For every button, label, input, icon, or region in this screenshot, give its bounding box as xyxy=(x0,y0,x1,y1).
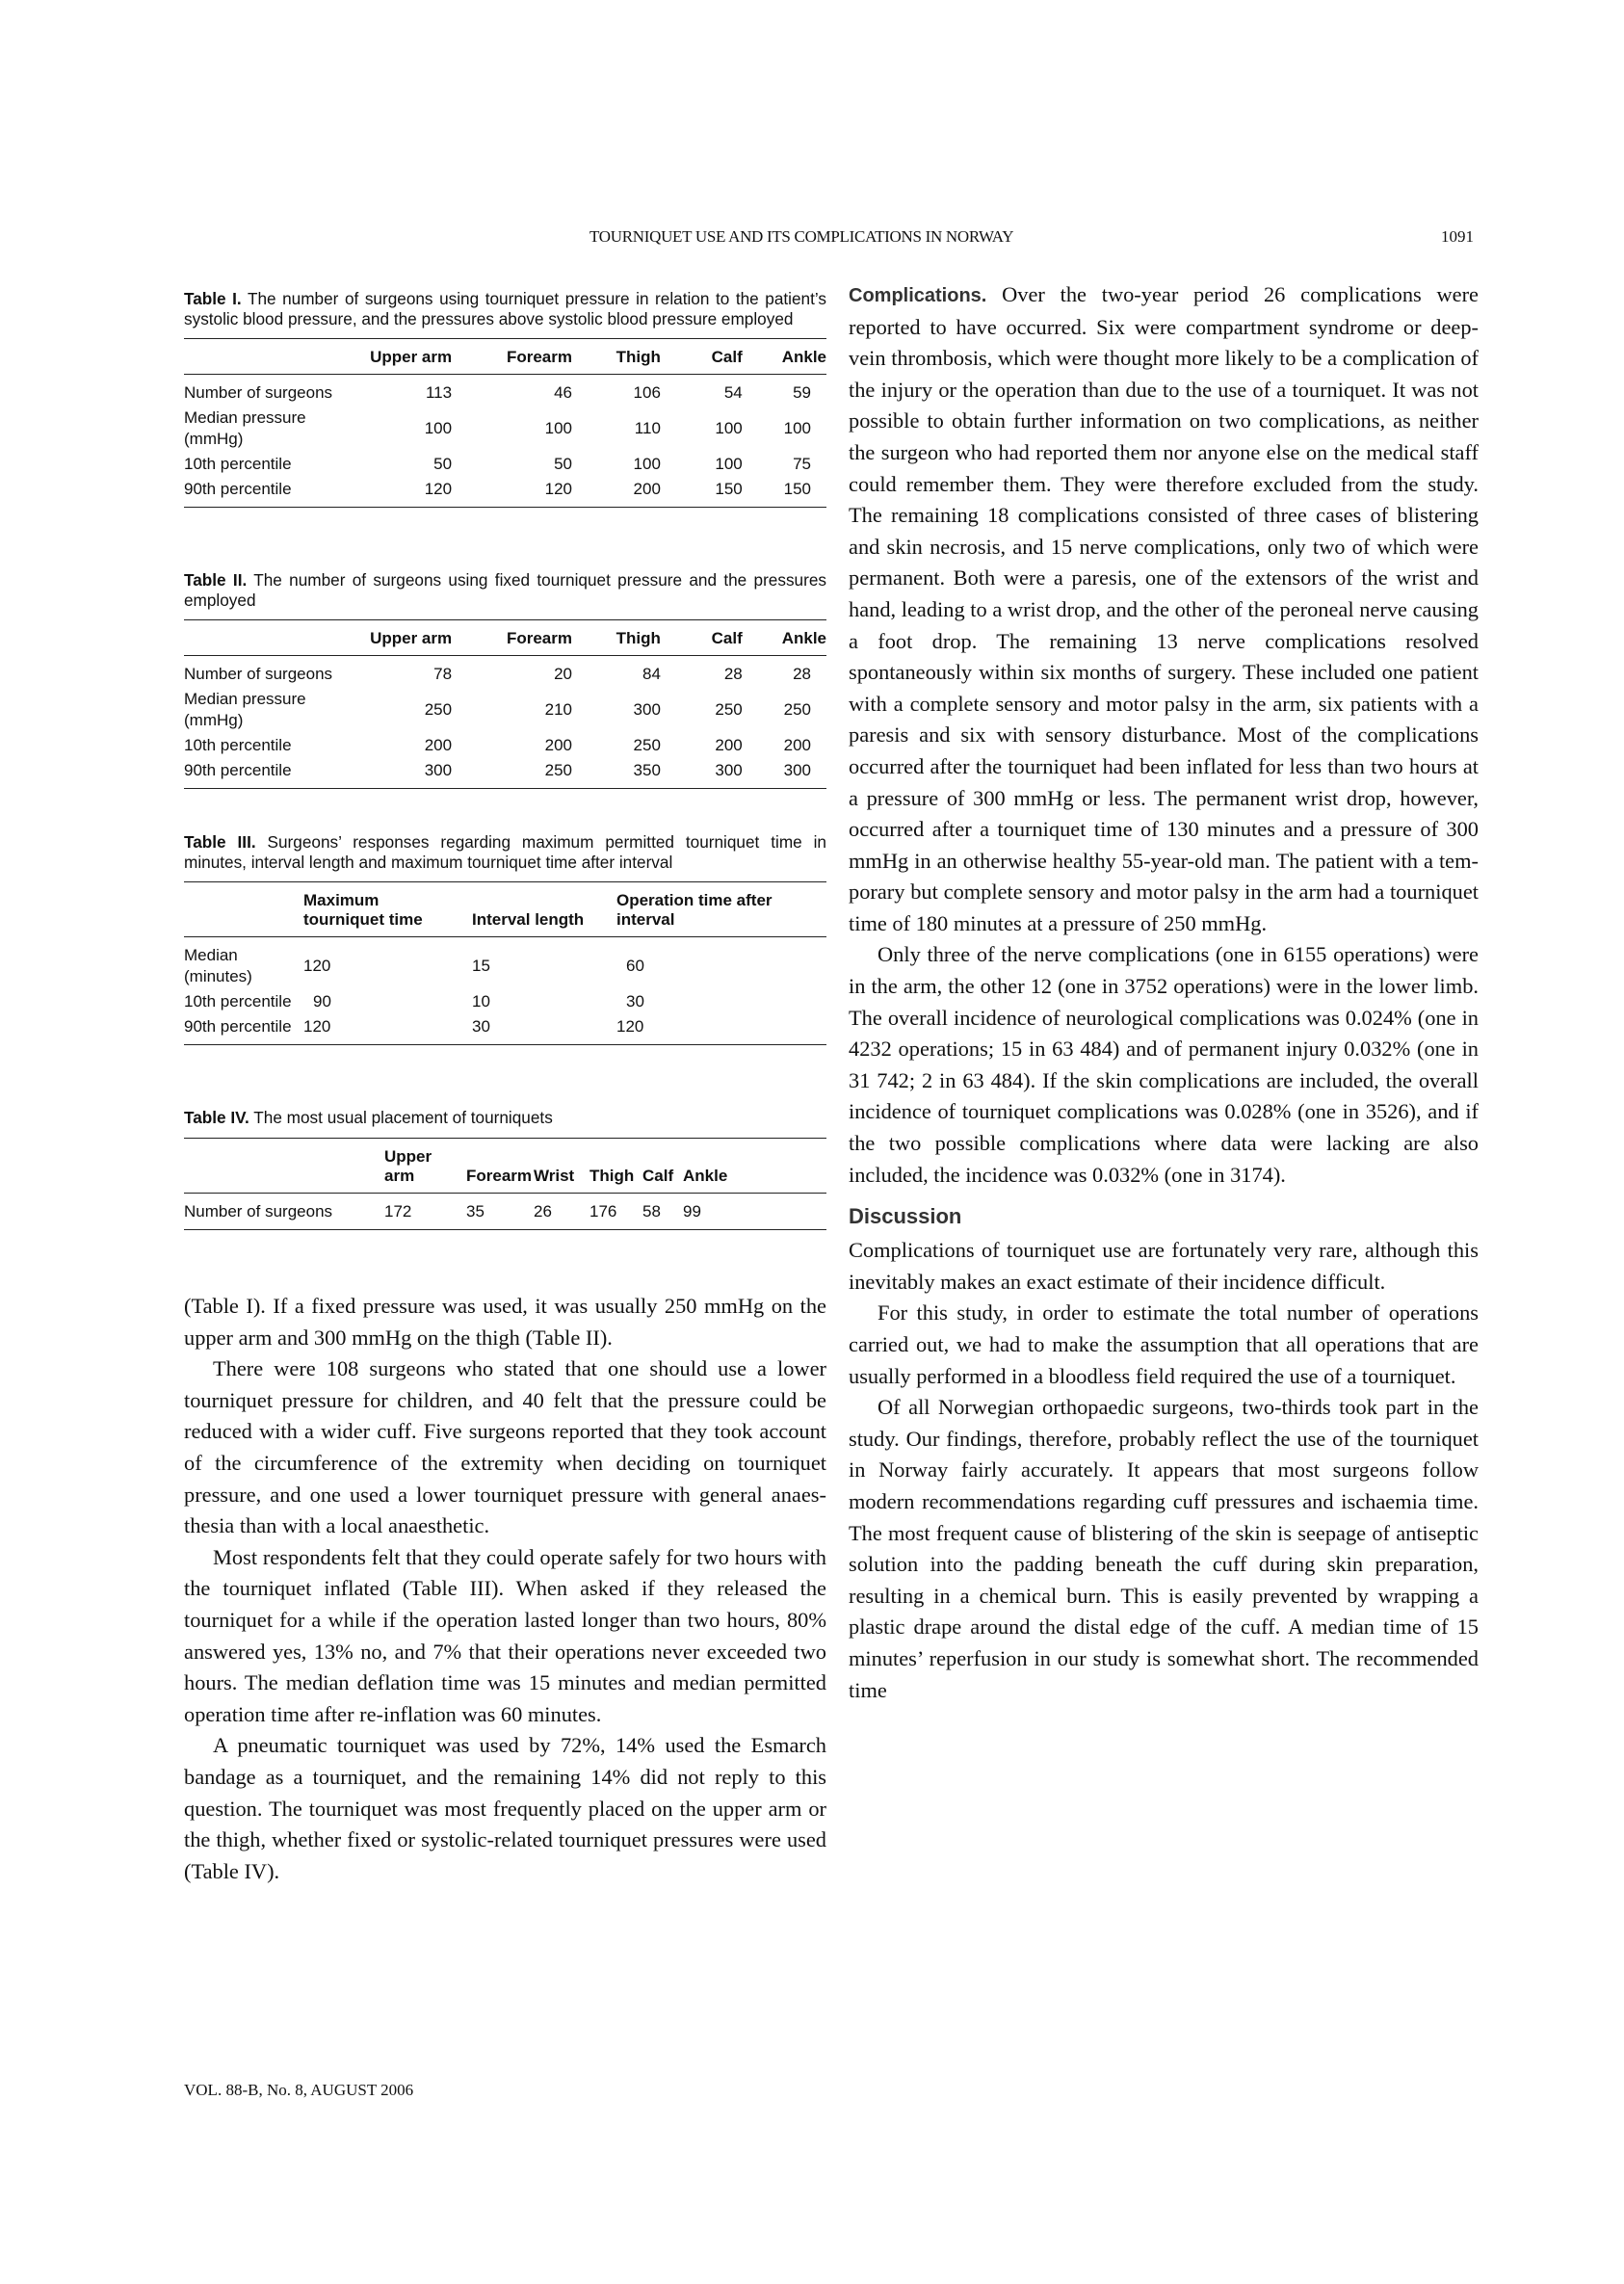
col-header: Thigh xyxy=(616,348,661,366)
col-header xyxy=(184,339,363,375)
table-cell: 176 xyxy=(589,1201,617,1221)
table-1-grid xyxy=(184,338,826,508)
table-row xyxy=(184,375,826,407)
paragraph: Complications of tourniquet use are fortunately very rare, although this inevitably makes an exact estimate of their incidence difficult. xyxy=(849,1238,1479,1294)
col-header xyxy=(184,882,303,937)
table-cell: 78 xyxy=(433,665,453,683)
paragraph-complications xyxy=(849,279,1479,939)
table-4-caption xyxy=(184,1108,826,1128)
col-header xyxy=(184,620,363,656)
table-2 xyxy=(184,570,826,789)
table-cell: 54 xyxy=(723,383,743,402)
table-cell: 110 xyxy=(634,419,661,437)
table-cell: 250 xyxy=(544,761,572,779)
page-number: 1091 xyxy=(1441,227,1474,246)
table-cell: 120 xyxy=(616,1017,644,1036)
table-cell: 250 xyxy=(633,736,661,754)
row-label: Number of surgeons xyxy=(184,665,333,683)
table-3-grid xyxy=(184,881,826,1045)
col-header: Upper arm xyxy=(370,348,453,366)
table-cell: 15 xyxy=(472,957,490,975)
row-label: 90th percentile xyxy=(184,1017,292,1036)
table-row xyxy=(184,733,826,758)
table-cell: 200 xyxy=(424,736,453,754)
table-row xyxy=(184,758,826,789)
subsection-heading-complications: Complications. xyxy=(849,285,987,306)
col-header: Maximum tourniquet time xyxy=(303,891,423,929)
table-cell: 120 xyxy=(544,480,572,498)
table-header-row xyxy=(184,339,826,375)
table-1-caption-text: The number of surgeons using tourniquet pressure in relation to the patient’s systolic blood pressure, and the pressures above systolic blood pressure employed xyxy=(184,289,826,328)
row-label: Median pressure (mmHg) xyxy=(184,408,306,448)
table-cell: 120 xyxy=(424,480,453,498)
paragraph-text: Over the two-year period 26 complications were reported to have occurred. Six were compartment syndrome or deep-vein thrombosis, which were thought more likely to be a complication of the injury or the operation than due to the use of a tourniquet. It was not possible to obtain further information on two complications, as neither the surgeon who had reported them nor anyone else on the medical staff could remember them. They were therefore excluded from the study. The remaining 18 complications consisted of three cases of blistering and skin necrosis, and 15 nerve complications, only two of which were permanent. Both were a paresis, one of the extensors of the wrist and hand, leading to a wrist drop, and the other of the peroneal nerve causing a foot drop. The remaining 13 nerve complications resolved spontaneously within six months of surgery. These included one patient with a complete sensory and motor palsy in the arm, six patients with a paresis and six with sensory disturbance. Most of the complications occurred after the tourniquet had been inflated for less than two hours at a pressure of 300 mmHg or less. The permanent wrist drop, however, occurred after a tourniquet time of 130 minutes and a pressure of 300 mmHg in an otherwise healthy 55-year-old man. The patient with a temporary but complete sensory and motor palsy in the arm had a tourniquet time of 180 minutes at a pressure of 250 mmHg. xyxy=(849,282,1479,935)
section-heading-discussion: Discussion xyxy=(849,1204,962,1229)
table-row xyxy=(184,989,826,1014)
table-header-row xyxy=(184,1138,826,1193)
table-row xyxy=(184,477,826,508)
table-row xyxy=(184,1193,826,1229)
col-header: Ankle xyxy=(781,348,826,366)
col-header: Forearm xyxy=(506,348,572,366)
table-cell: 200 xyxy=(783,736,811,754)
table-row xyxy=(184,406,826,452)
row-label: 10th percentile xyxy=(184,736,292,754)
table-cell: 50 xyxy=(554,455,572,473)
table-2-caption xyxy=(184,570,826,610)
table-1 xyxy=(184,289,826,508)
table-cell: 210 xyxy=(544,700,572,719)
row-label: Median (minutes) xyxy=(184,946,252,985)
col-header: Ankle xyxy=(683,1166,728,1185)
table-row xyxy=(184,1014,826,1045)
table-cell: 100 xyxy=(633,455,661,473)
col-header: Calf xyxy=(711,348,743,366)
row-label: Number of surgeons xyxy=(184,1201,333,1221)
col-header: Forearm xyxy=(466,1166,533,1185)
col-header: Calf xyxy=(642,1166,674,1185)
col-header: Thigh xyxy=(589,1166,635,1185)
table-cell: 100 xyxy=(783,419,811,437)
col-header: Upper arm xyxy=(384,1146,432,1185)
col-header: Interval length xyxy=(472,910,585,929)
col-header: Thigh xyxy=(616,629,661,647)
table-cell: 58 xyxy=(642,1201,661,1221)
table-cell: 50 xyxy=(433,455,453,473)
paragraph: (Table I). If a fixed pressure was used, it was usually 250 mmHg on the upper arm and 300 mmHg on the thigh (Table II). xyxy=(184,1294,826,1350)
table-cell: 172 xyxy=(384,1201,412,1221)
table-2-caption-text: The number of surgeons using fixed tourniquet pressure and the pressures employed xyxy=(184,570,826,610)
col-header xyxy=(184,1138,384,1193)
table-cell: 100 xyxy=(715,419,743,437)
row-label: Median pressure (mmHg) xyxy=(184,690,306,729)
table-4 xyxy=(184,1108,826,1230)
table-3 xyxy=(184,832,826,1045)
table-cell: 300 xyxy=(424,761,453,779)
table-cell: 20 xyxy=(554,665,572,683)
table-cell: 46 xyxy=(554,383,572,402)
row-label: 10th percentile xyxy=(184,455,292,473)
row-label: Number of surgeons xyxy=(184,383,333,402)
table-4-grid xyxy=(184,1138,826,1230)
col-header: Operation time after interval xyxy=(616,891,773,929)
table-3-caption xyxy=(184,832,826,872)
paragraph: There were 108 surgeons who stated that one should use a lower tourniquet pressure for children, and 40 felt that the pressure could be reduced with a wider cuff. Five surgeons reported that they took account of the circumference of the extremity when deciding on tourniquet pressure, and one used a lower tourniquet pressure with general anaesthesia than with a local anaesthetic. xyxy=(184,1356,826,1538)
left-column-text xyxy=(184,1291,826,1887)
paragraph: Of all Norwegian orthopaedic surgeons, two-thirds took part in the study. Our findings, therefore, probably reflect the use of the tourniquet in Norway fairly accurately. It appears that most surgeons follow modern recommendations regarding cuff pressures and ischaemia time. The most frequent cause of blistering of the skin is seepage of antiseptic solution into the padding beneath the cuff during skin preparation, resulting in a chemical burn. This is easily prevented by wrapping a plastic drape around the distal edge of the cuff. A median time of 15 minutes’ reperfusion in our study is somewhat short. The recommended time xyxy=(849,1395,1479,1702)
table-cell: 59 xyxy=(793,383,811,402)
table-3-caption-text: Surgeons’ responses regarding maximum permitted tourniquet time in minutes, interval length and maximum tourniquet time after interval xyxy=(184,832,826,872)
table-header-row xyxy=(184,882,826,937)
table-cell: 200 xyxy=(715,736,743,754)
table-cell: 250 xyxy=(424,700,453,719)
col-header: Wrist xyxy=(534,1166,575,1185)
table-cell: 300 xyxy=(783,761,811,779)
table-cell: 99 xyxy=(683,1201,701,1221)
table-3-label: Table III. xyxy=(184,832,256,852)
table-header-row xyxy=(184,620,826,656)
table-1-label: Table I. xyxy=(184,289,242,308)
table-row xyxy=(184,937,826,990)
table-cell: 35 xyxy=(466,1201,485,1221)
table-cell: 150 xyxy=(715,480,743,498)
table-row xyxy=(184,452,826,477)
table-row xyxy=(184,687,826,733)
col-header: Calf xyxy=(711,629,743,647)
table-row xyxy=(184,656,826,688)
table-cell: 106 xyxy=(633,383,661,402)
table-cell: 200 xyxy=(544,736,572,754)
table-4-label: Table IV. xyxy=(184,1108,249,1127)
table-4-caption-text: The most usual placement of tourniquets xyxy=(249,1108,553,1127)
table-cell: 300 xyxy=(633,700,661,719)
table-cell: 60 xyxy=(626,957,644,975)
table-cell: 90 xyxy=(313,992,331,1011)
table-cell: 300 xyxy=(715,761,743,779)
table-2-grid xyxy=(184,619,826,789)
table-1-caption xyxy=(184,289,826,328)
col-header: Upper arm xyxy=(370,629,453,647)
table-cell: 350 xyxy=(633,761,661,779)
table-cell: 100 xyxy=(715,455,743,473)
running-head: TOURNIQUET USE AND ITS COMPLICATIONS IN NORWAY xyxy=(589,227,1014,246)
table-cell: 84 xyxy=(642,665,661,683)
paragraph: Most respondents felt that they could operate safely for two hours with the tourniquet inflated (Table III). When asked if they released the tourniquet for a while if the operation lasted longer than two hours, 80% answered yes, 13% no, and 7% that their operations never exceeded two hours. The median deflation time was 15 minutes and median permitted operation time after re-inflation was 60 minutes. xyxy=(184,1544,826,1726)
row-label: 90th percentile xyxy=(184,480,292,498)
table-cell: 200 xyxy=(633,480,661,498)
row-label: 90th percentile xyxy=(184,761,292,779)
table-cell: 30 xyxy=(472,1017,490,1036)
paragraph: A pneumatic tourniquet was used by 72%, 14% used the Esmarch bandage as a tourniquet, and the remaining 14% did not reply to this question. The tourniquet was most frequently placed on the upper arm or the thigh, whether fixed or systolic-related tourniquet pressures were used (Table IV). xyxy=(184,1733,826,1883)
table-cell: 120 xyxy=(303,1017,331,1036)
table-cell: 250 xyxy=(715,700,743,719)
table-cell: 100 xyxy=(424,419,453,437)
table-cell: 26 xyxy=(534,1201,552,1221)
table-cell: 30 xyxy=(626,992,644,1011)
table-cell: 113 xyxy=(425,383,453,402)
table-cell: 250 xyxy=(783,700,811,719)
right-column-text xyxy=(849,279,1479,1706)
col-header: Ankle xyxy=(781,629,826,647)
table-cell: 28 xyxy=(723,665,743,683)
table-cell: 75 xyxy=(793,455,811,473)
table-cell: 28 xyxy=(793,665,811,683)
table-cell: 10 xyxy=(472,992,490,1011)
table-2-label: Table II. xyxy=(184,570,248,590)
paragraph: Only three of the nerve complications (one in 6155 operations) were in the arm, the other 12 (one in 3752 operations) were in the lower limb. The overall incidence of neurological complications was 0.024% (one in 4232 operations; 15 in 63 484) and of permanent injury 0.032% (one in 31 742; 2 in 63 484). If the skin complications are included, the overall incidence of tourniquet complications was 0.028% (one in 3526), and if the two possible complications where data were lacking are also included, the incidence was 0.032% (one in 3174). xyxy=(849,942,1479,1187)
table-cell: 120 xyxy=(303,957,331,975)
row-label: 10th percentile xyxy=(184,992,292,1011)
journal-footer: VOL. 88-B, No. 8, AUGUST 2006 xyxy=(184,2081,414,2099)
table-cell: 150 xyxy=(783,480,811,498)
table-cell: 100 xyxy=(544,419,572,437)
paragraph: For this study, in order to estimate the total number of operations carried out, we had to make the assumption that all operations that are usually performed in a bloodless field required the use of a tourniquet. xyxy=(849,1300,1479,1388)
col-header: Forearm xyxy=(506,629,572,647)
